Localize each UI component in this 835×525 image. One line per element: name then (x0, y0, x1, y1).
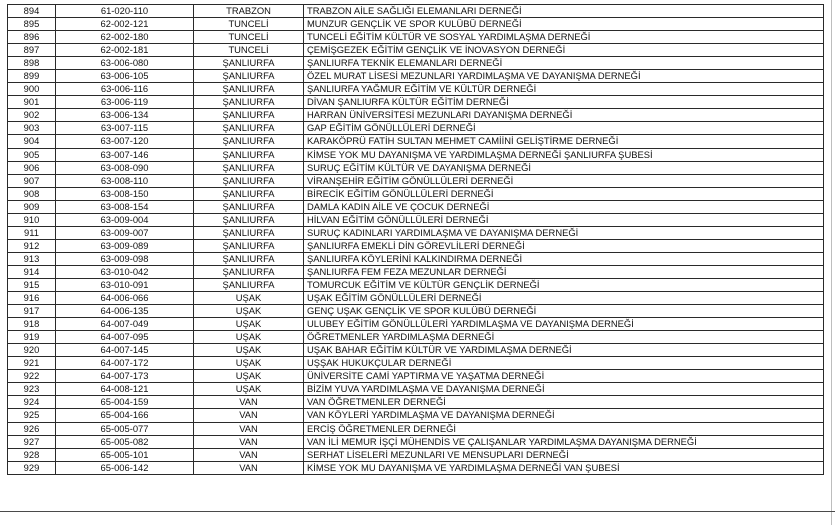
association-name-cell: ÇEMİŞGEZEK EĞİTİM GENÇLİK VE İNOVASYON DERNEĞİ (304, 44, 824, 57)
association-name-cell: VAN KÖYLERİ YARDIMLAŞMA VE DAYANIŞMA DERNEĞİ (304, 409, 824, 422)
table-body (8, 5, 824, 475)
association-name-cell: HİLVAN EĞİTİM GÖNÜLLÜLERİ DERNEĞİ (304, 213, 824, 226)
row-number-cell: 912 (8, 239, 56, 252)
city-cell: TUNCELİ (194, 44, 304, 57)
row-number-cell: 922 (8, 370, 56, 383)
association-name-cell: DAMLA KADIN AİLE VE ÇOCUK DERNEĞİ (304, 200, 824, 213)
row-number-cell: 913 (8, 252, 56, 265)
city-cell: TUNCELİ (194, 18, 304, 31)
registration-code-cell: 63-009-004 (56, 213, 194, 226)
registration-code-cell: 63-008-090 (56, 161, 194, 174)
registration-code-cell: 63-006-080 (56, 57, 194, 70)
page-edge-bottom (0, 511, 835, 512)
city-cell: ŞANLIURFA (194, 226, 304, 239)
association-name-cell: BİRECİK EĞİTİM GÖNÜLLÜLERİ DERNEĞİ (304, 187, 824, 200)
association-name-cell: ERCİŞ ÖĞRETMENLER DERNEĞİ (304, 422, 824, 435)
city-cell: ŞANLIURFA (194, 83, 304, 96)
table-row (8, 109, 824, 122)
city-cell: ŞANLIURFA (194, 265, 304, 278)
city-cell: UŞAK (194, 344, 304, 357)
city-cell: UŞAK (194, 357, 304, 370)
registration-code-cell: 63-007-115 (56, 122, 194, 135)
row-number-cell: 898 (8, 57, 56, 70)
registration-code-cell: 62-002-121 (56, 18, 194, 31)
association-name-cell: TUNCELİ EĞİTİM KÜLTÜR VE SOSYAL YARDIMLAŞMA DERNEĞİ (304, 31, 824, 44)
table-row (8, 213, 824, 226)
table-row (8, 448, 824, 461)
registration-code-cell: 65-005-082 (56, 435, 194, 448)
table-row (8, 70, 824, 83)
registration-code-cell: 65-004-159 (56, 396, 194, 409)
association-name-cell: SURUÇ KADINLARI YARDIMLAŞMA VE DAYANIŞMA DERNEĞİ (304, 226, 824, 239)
row-number-cell: 907 (8, 174, 56, 187)
registration-code-cell: 65-005-101 (56, 448, 194, 461)
row-number-cell: 908 (8, 187, 56, 200)
association-name-cell: ŞANLIURFA FEM FEZA MEZUNLAR DERNEĞİ (304, 265, 824, 278)
registration-code-cell: 63-009-007 (56, 226, 194, 239)
table-row (8, 18, 824, 31)
row-number-cell: 923 (8, 383, 56, 396)
association-name-cell: ÖZEL MURAT LİSESİ MEZUNLARI YARDIMLAŞMA VE DAYANIŞMA DERNEĞİ (304, 70, 824, 83)
city-cell: ŞANLIURFA (194, 57, 304, 70)
city-cell: TUNCELİ (194, 31, 304, 44)
table-row (8, 252, 824, 265)
registration-code-cell: 61-020-110 (56, 5, 194, 18)
registration-code-cell: 63-010-042 (56, 265, 194, 278)
table-row (8, 318, 824, 331)
association-name-cell: VİRANŞEHİR EĞİTİM GÖNÜLLÜLERİ DERNEĞİ (304, 174, 824, 187)
association-name-cell: VAN İLİ MEMUR İŞÇİ MÜHENDİS VE ÇALIŞANLAR YARDIMLAŞMA DAYANIŞMA DERNEĞİ (304, 435, 824, 448)
city-cell: UŞAK (194, 331, 304, 344)
row-number-cell: 924 (8, 396, 56, 409)
registration-code-cell: 62-002-180 (56, 31, 194, 44)
city-cell: VAN (194, 435, 304, 448)
registration-code-cell: 65-004-166 (56, 409, 194, 422)
table-row (8, 383, 824, 396)
row-number-cell: 896 (8, 31, 56, 44)
registration-code-cell: 63-006-105 (56, 70, 194, 83)
city-cell: ŞANLIURFA (194, 239, 304, 252)
row-number-cell: 900 (8, 83, 56, 96)
city-cell: VAN (194, 409, 304, 422)
row-number-cell: 928 (8, 448, 56, 461)
row-number-cell: 899 (8, 70, 56, 83)
association-name-cell: VAN ÖĞRETMENLER DERNEĞİ (304, 396, 824, 409)
table-row (8, 122, 824, 135)
association-name-cell: ŞANLIURFA EMEKLİ DİN GÖREVLİLERİ DERNEĞİ (304, 239, 824, 252)
row-number-cell: 919 (8, 331, 56, 344)
table-row (8, 44, 824, 57)
registration-code-cell: 63-007-120 (56, 135, 194, 148)
association-name-cell: ŞANLIURFA KÖYLERİNİ KALKINDIRMA DERNEĞİ (304, 252, 824, 265)
city-cell: ŞANLIURFA (194, 135, 304, 148)
association-name-cell: KİMSE YOK MU DAYANIŞMA VE YARDIMLAŞMA DERNEĞİ VAN ŞUBESİ (304, 461, 824, 474)
table-row (8, 331, 824, 344)
city-cell: ŞANLIURFA (194, 109, 304, 122)
table-row (8, 96, 824, 109)
registration-code-cell: 63-009-089 (56, 239, 194, 252)
association-name-cell: GAP EĞİTİM GÖNÜLLÜLERİ DERNEĞİ (304, 122, 824, 135)
table-row (8, 292, 824, 305)
registration-code-cell: 63-006-134 (56, 109, 194, 122)
row-number-cell: 903 (8, 122, 56, 135)
table-row (8, 344, 824, 357)
city-cell: UŞAK (194, 318, 304, 331)
row-number-cell: 929 (8, 461, 56, 474)
association-register-table (7, 4, 824, 475)
table-row (8, 161, 824, 174)
association-name-cell: UŞŞAK HUKUKÇULAR DERNEĞİ (304, 357, 824, 370)
registration-code-cell: 64-007-095 (56, 331, 194, 344)
table-row (8, 148, 824, 161)
association-name-cell: BİZİM YUVA YARDIMLAŞMA VE DAYANIŞMA DERNEĞİ (304, 383, 824, 396)
row-number-cell: 925 (8, 409, 56, 422)
table-row (8, 5, 824, 18)
table-row (8, 83, 824, 96)
table-row (8, 239, 824, 252)
city-cell: VAN (194, 422, 304, 435)
association-name-cell: ŞANLIURFA TEKNİK ELEMANLARI DERNEĞİ (304, 57, 824, 70)
registration-code-cell: 63-008-150 (56, 187, 194, 200)
registration-code-cell: 64-008-121 (56, 383, 194, 396)
association-name-cell: KİMSE YOK MU DAYANIŞMA VE YARDIMLAŞMA DERNEĞİ ŞANLIURFA ŞUBESİ (304, 148, 824, 161)
table-row (8, 187, 824, 200)
registration-code-cell: 63-006-116 (56, 83, 194, 96)
row-number-cell: 894 (8, 5, 56, 18)
row-number-cell: 914 (8, 265, 56, 278)
city-cell: ŞANLIURFA (194, 161, 304, 174)
association-name-cell: MUNZUR GENÇLİK VE SPOR KULÜBÜ DERNEĞİ (304, 18, 824, 31)
association-name-cell: ULUBEY EĞİTİM GÖNÜLLÜLERİ YARDIMLAŞMA VE DAYANIŞMA DERNEĞİ (304, 318, 824, 331)
registration-code-cell: 63-008-154 (56, 200, 194, 213)
registration-code-cell: 65-005-077 (56, 422, 194, 435)
city-cell: ŞANLIURFA (194, 252, 304, 265)
row-number-cell: 920 (8, 344, 56, 357)
association-name-cell: ŞANLIURFA YAĞMUR EĞİTİM VE KÜLTÜR DERNEĞİ (304, 83, 824, 96)
row-number-cell: 916 (8, 292, 56, 305)
association-name-cell: SERHAT LİSELERİ MEZUNLARI VE MENSUPLARI DERNEĞİ (304, 448, 824, 461)
association-name-cell: TOMURCUK EĞİTİM VE KÜLTÜR GENÇLİK DERNEĞİ (304, 278, 824, 291)
row-number-cell: 909 (8, 200, 56, 213)
table-row (8, 435, 824, 448)
registration-code-cell: 62-002-181 (56, 44, 194, 57)
association-name-cell: GENÇ UŞAK GENÇLİK VE SPOR KULÜBÜ DERNEĞİ (304, 305, 824, 318)
city-cell: ŞANLIURFA (194, 213, 304, 226)
registration-code-cell: 64-006-066 (56, 292, 194, 305)
registration-code-cell: 65-006-142 (56, 461, 194, 474)
table-row (8, 278, 824, 291)
row-number-cell: 921 (8, 357, 56, 370)
registration-code-cell: 64-007-145 (56, 344, 194, 357)
association-name-cell: DİVAN ŞANLIURFA KÜLTÜR EĞİTİM DERNEĞİ (304, 96, 824, 109)
city-cell: VAN (194, 461, 304, 474)
association-name-cell: TRABZON AİLE SAĞLIĞI ELEMANLARI DERNEĞİ (304, 5, 824, 18)
city-cell: UŞAK (194, 383, 304, 396)
association-name-cell: KARAKÖPRÜ FATİH SULTAN MEHMET CAMİİNİ GELİŞTİRME DERNEĞİ (304, 135, 824, 148)
city-cell: VAN (194, 396, 304, 409)
registration-code-cell: 63-007-146 (56, 148, 194, 161)
table-row (8, 461, 824, 474)
row-number-cell: 917 (8, 305, 56, 318)
association-name-cell: ÜNİVERSİTE CAMİ YAPTIRMA VE YAŞATMA DERNEĞİ (304, 370, 824, 383)
registration-code-cell: 63-010-091 (56, 278, 194, 291)
city-cell: ŞANLIURFA (194, 278, 304, 291)
association-name-cell: UŞAK EĞİTİM GÖNÜLLÜLERİ DERNEĞİ (304, 292, 824, 305)
registration-code-cell: 64-007-173 (56, 370, 194, 383)
table-row (8, 200, 824, 213)
city-cell: TRABZON (194, 5, 304, 18)
table-row (8, 31, 824, 44)
table-row (8, 135, 824, 148)
city-cell: ŞANLIURFA (194, 96, 304, 109)
table-row (8, 422, 824, 435)
table-row (8, 409, 824, 422)
association-name-cell: UŞAK BAHAR EĞİTİM KÜLTÜR VE YARDIMLAŞMA DERNEĞİ (304, 344, 824, 357)
table-row (8, 396, 824, 409)
registration-code-cell: 63-009-098 (56, 252, 194, 265)
page-edge-right (831, 0, 832, 525)
city-cell: UŞAK (194, 292, 304, 305)
row-number-cell: 911 (8, 226, 56, 239)
registration-code-cell: 63-008-110 (56, 174, 194, 187)
table-row (8, 226, 824, 239)
row-number-cell: 906 (8, 161, 56, 174)
registration-code-cell: 64-006-135 (56, 305, 194, 318)
city-cell: ŞANLIURFA (194, 70, 304, 83)
row-number-cell: 895 (8, 18, 56, 31)
city-cell: UŞAK (194, 305, 304, 318)
row-number-cell: 901 (8, 96, 56, 109)
row-number-cell: 897 (8, 44, 56, 57)
table-row (8, 174, 824, 187)
city-cell: ŞANLIURFA (194, 187, 304, 200)
table-row (8, 370, 824, 383)
city-cell: UŞAK (194, 370, 304, 383)
row-number-cell: 910 (8, 213, 56, 226)
table-row (8, 265, 824, 278)
registration-code-cell: 64-007-172 (56, 357, 194, 370)
row-number-cell: 927 (8, 435, 56, 448)
row-number-cell: 904 (8, 135, 56, 148)
row-number-cell: 905 (8, 148, 56, 161)
association-name-cell: ÖĞRETMENLER YARDIMLAŞMA DERNEĞİ (304, 331, 824, 344)
registration-code-cell: 64-007-049 (56, 318, 194, 331)
association-name-cell: HARRAN ÜNİVERSİTESİ MEZUNLARI DAYANIŞMA DERNEĞİ (304, 109, 824, 122)
city-cell: ŞANLIURFA (194, 148, 304, 161)
city-cell: ŞANLIURFA (194, 174, 304, 187)
row-number-cell: 926 (8, 422, 56, 435)
table-row (8, 57, 824, 70)
row-number-cell: 918 (8, 318, 56, 331)
table-row (8, 357, 824, 370)
city-cell: ŞANLIURFA (194, 200, 304, 213)
row-number-cell: 915 (8, 278, 56, 291)
association-name-cell: SURUÇ EĞİTİM KÜLTÜR VE DAYANIŞMA DERNEĞİ (304, 161, 824, 174)
table-row (8, 305, 824, 318)
city-cell: ŞANLIURFA (194, 122, 304, 135)
city-cell: VAN (194, 448, 304, 461)
registration-code-cell: 63-006-119 (56, 96, 194, 109)
row-number-cell: 902 (8, 109, 56, 122)
